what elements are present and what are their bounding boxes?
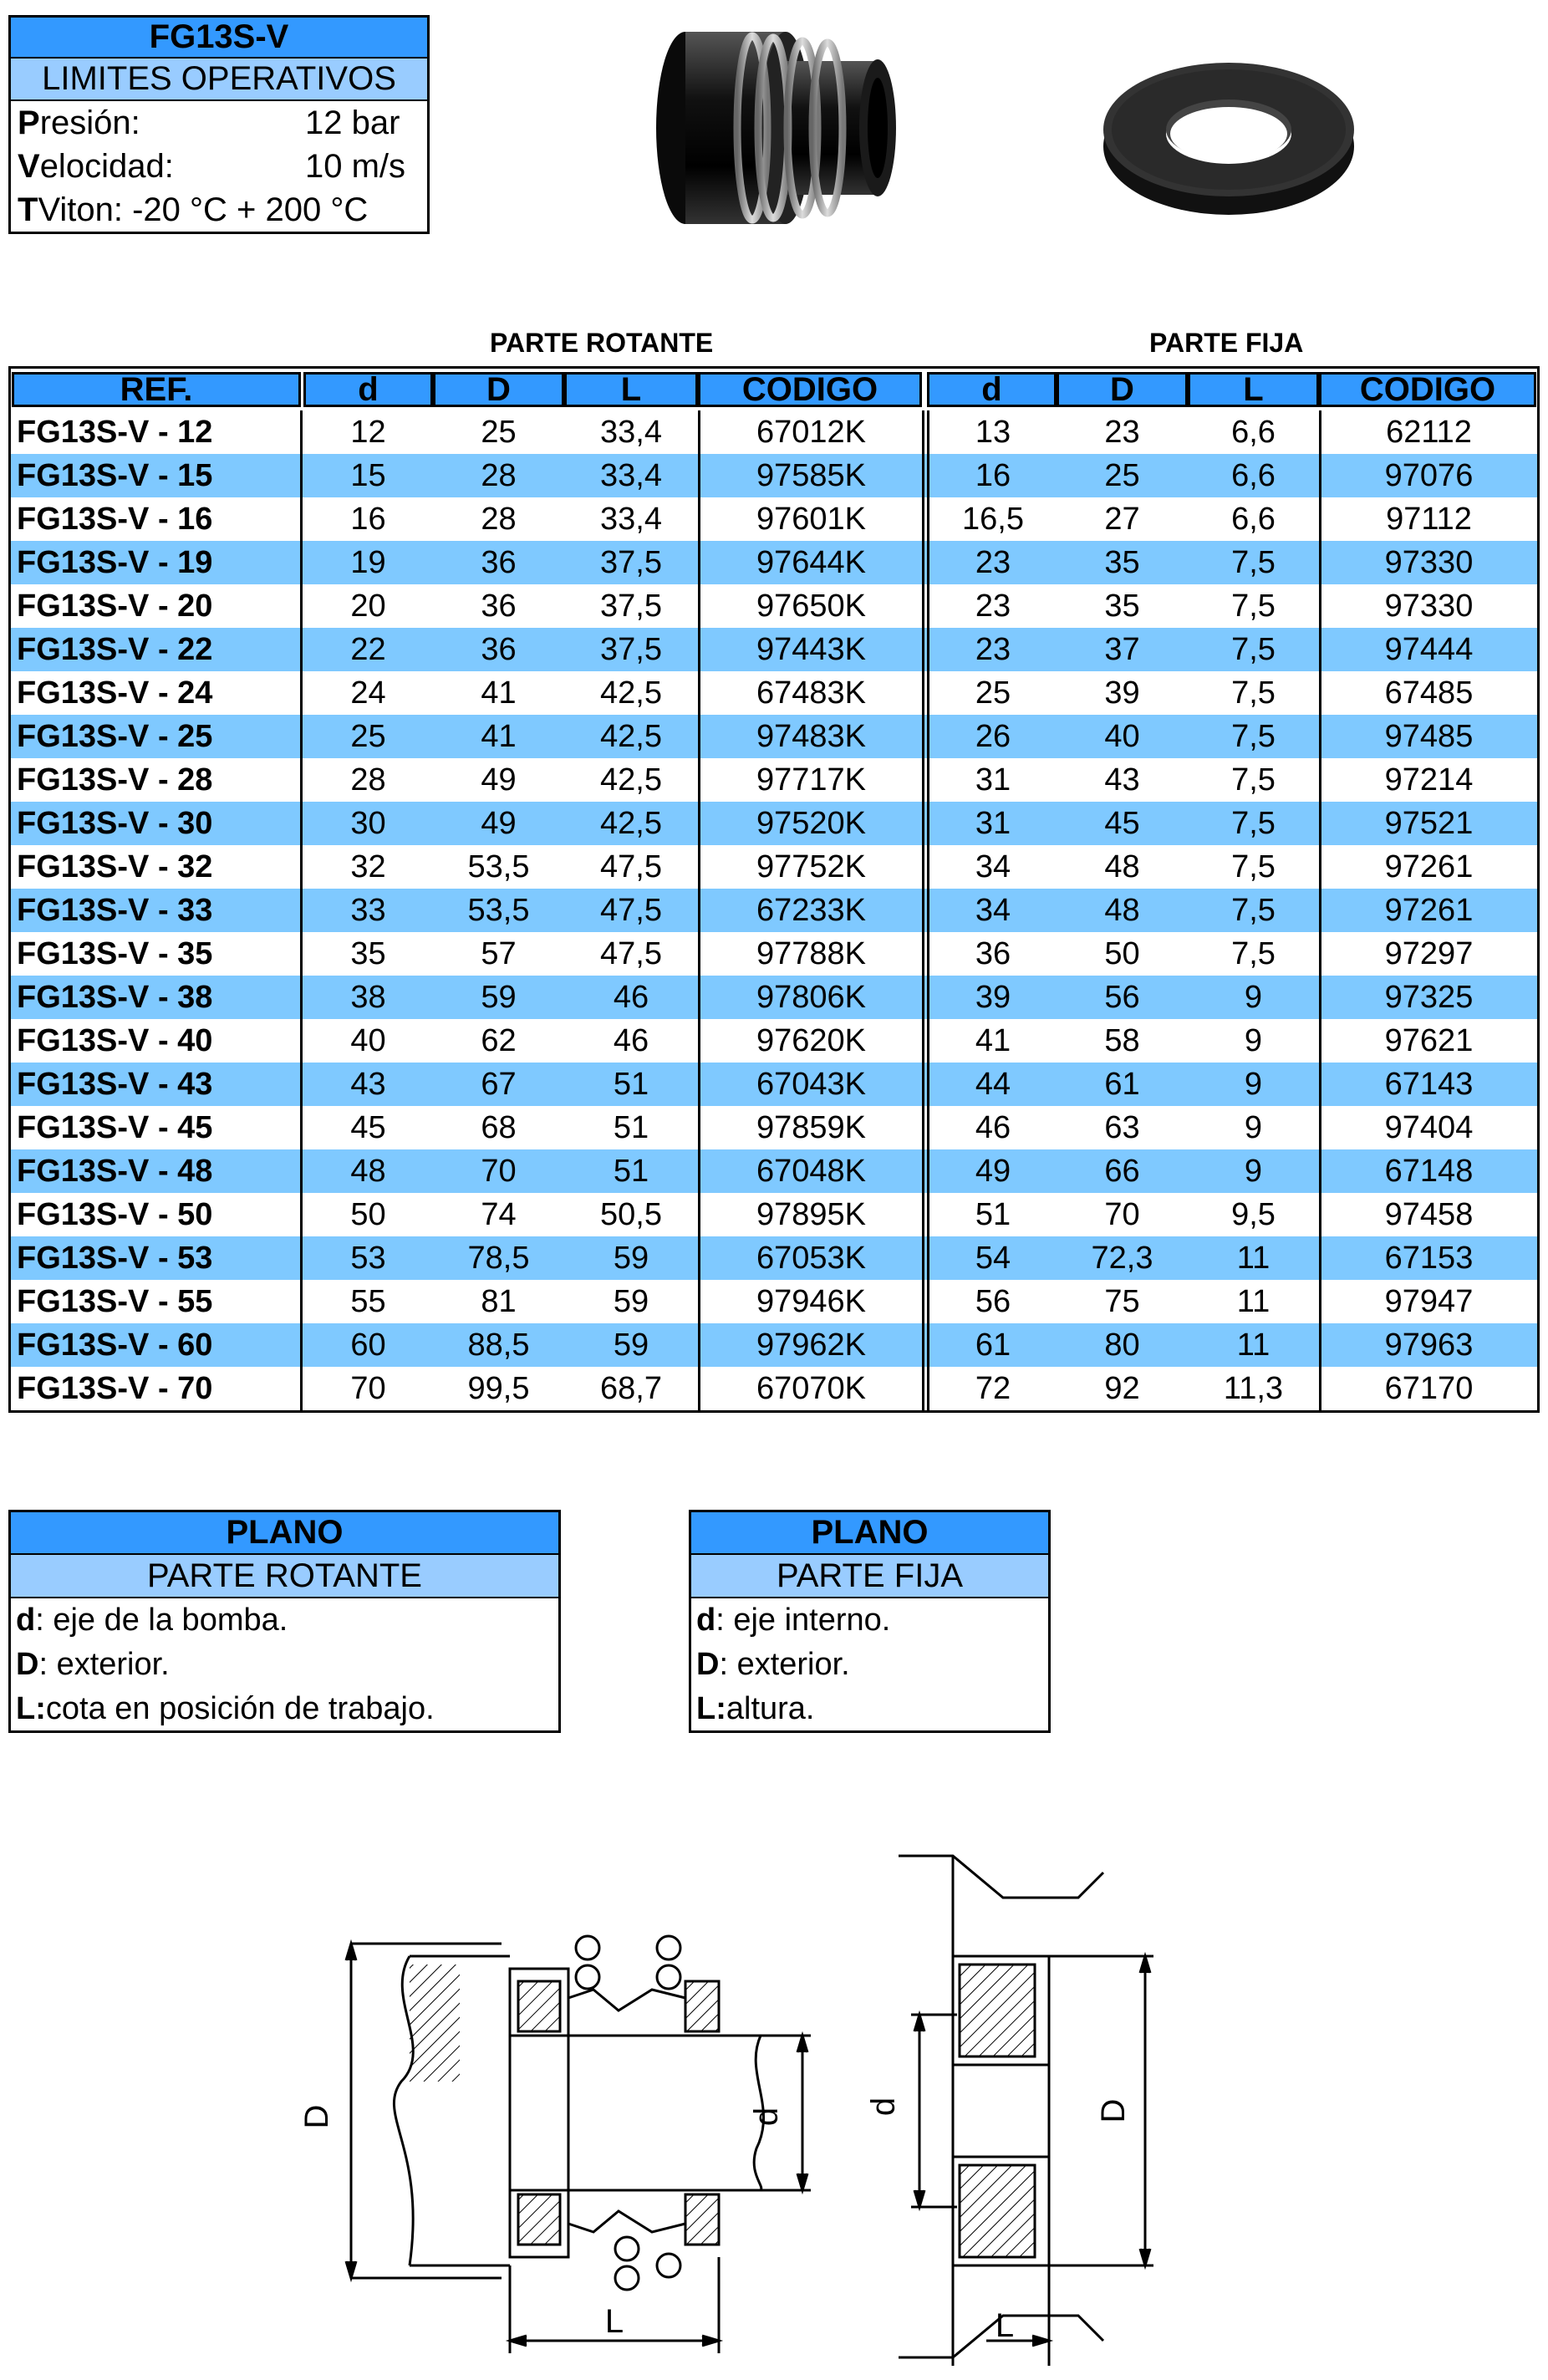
value-cell: 97521 bbox=[1384, 805, 1474, 841]
value-cell: 49 bbox=[975, 1153, 1011, 1189]
value-cell: 39 bbox=[975, 979, 1011, 1015]
table-row bbox=[11, 584, 1537, 628]
value-cell: 7,5 bbox=[1231, 849, 1276, 884]
value-cell: 16,5 bbox=[962, 501, 1024, 537]
value-cell: 28 bbox=[481, 501, 517, 537]
table-row bbox=[11, 671, 1537, 715]
value-cell: 97520K bbox=[756, 805, 866, 841]
ref-cell: FG13S-V - 28 bbox=[17, 762, 213, 798]
value-cell: 26 bbox=[975, 718, 1011, 754]
value-cell: 67233K bbox=[756, 892, 866, 928]
limits-box bbox=[8, 15, 430, 234]
value-cell: 7,5 bbox=[1231, 892, 1276, 928]
ref-cell: FG13S-V - 50 bbox=[17, 1196, 213, 1232]
value-cell: 36 bbox=[481, 544, 517, 580]
value-cell: 72,3 bbox=[1091, 1240, 1153, 1276]
value-cell: 16 bbox=[350, 501, 386, 537]
value-cell: 97806K bbox=[756, 979, 866, 1015]
value-cell: 19 bbox=[350, 544, 386, 580]
value-cell: 28 bbox=[350, 762, 386, 798]
dim-D-label: D bbox=[298, 2104, 335, 2129]
limits-subtitle: LIMITES OPERATIVOS bbox=[11, 59, 427, 101]
ref-cell: FG13S-V - 24 bbox=[17, 675, 213, 711]
value-cell: 27 bbox=[1104, 501, 1140, 537]
value-cell: 42,5 bbox=[600, 718, 662, 754]
value-cell: 47,5 bbox=[600, 892, 662, 928]
value-cell: 25 bbox=[1104, 457, 1140, 493]
value-cell: 47,5 bbox=[600, 849, 662, 884]
table-row bbox=[11, 410, 1537, 454]
ref-cell: FG13S-V - 12 bbox=[17, 414, 213, 450]
value-cell: 51 bbox=[975, 1196, 1011, 1232]
value-cell: 42,5 bbox=[600, 675, 662, 711]
value-cell: 7,5 bbox=[1231, 762, 1276, 798]
table-row bbox=[11, 889, 1537, 932]
ref-cell: FG13S-V - 48 bbox=[17, 1153, 213, 1189]
value-cell: 46 bbox=[613, 1022, 649, 1058]
value-cell: 23 bbox=[1104, 414, 1140, 450]
value-cell: 97325 bbox=[1384, 979, 1474, 1015]
value-cell: 97752K bbox=[756, 849, 866, 884]
plano-fija-row: D : exterior. bbox=[696, 1647, 850, 1682]
value-cell: 48 bbox=[1104, 892, 1140, 928]
plano-fija-subtitle: PARTE FIJA bbox=[691, 1555, 1048, 1598]
value-cell: 7,5 bbox=[1231, 718, 1276, 754]
table-body bbox=[11, 410, 1537, 1410]
header-codigo-fija: CODIGO bbox=[1319, 372, 1536, 407]
table-row bbox=[11, 1236, 1537, 1280]
value-cell: 63 bbox=[1104, 1109, 1140, 1145]
value-cell: 97483K bbox=[756, 718, 866, 754]
value-cell: 24 bbox=[350, 675, 386, 711]
fixed-part-label: PARTE FIJA bbox=[1149, 328, 1304, 358]
header-L-rot: L bbox=[564, 372, 698, 407]
value-cell: 67043K bbox=[756, 1066, 866, 1102]
value-cell: 97261 bbox=[1384, 849, 1474, 884]
ref-cell: FG13S-V - 43 bbox=[17, 1066, 213, 1102]
value-cell: 97650K bbox=[756, 588, 866, 624]
value-cell: 67153 bbox=[1384, 1240, 1474, 1276]
value-cell: 66 bbox=[1104, 1153, 1140, 1189]
value-cell: 46 bbox=[613, 979, 649, 1015]
value-cell: 41 bbox=[481, 718, 517, 754]
value-cell: 13 bbox=[975, 414, 1011, 450]
value-cell: 70 bbox=[1104, 1196, 1140, 1232]
value-cell: 80 bbox=[1104, 1327, 1140, 1363]
table-row bbox=[11, 1280, 1537, 1323]
value-cell: 48 bbox=[1104, 849, 1140, 884]
value-cell: 16 bbox=[975, 457, 1011, 493]
table-row bbox=[11, 976, 1537, 1019]
value-cell: 81 bbox=[481, 1283, 517, 1319]
fixed-part-drawing bbox=[861, 1847, 1179, 2374]
value-cell: 70 bbox=[350, 1370, 386, 1406]
dim-d-fixed-label: d bbox=[865, 2097, 902, 2117]
value-cell: 22 bbox=[350, 631, 386, 667]
value-cell: 42,5 bbox=[600, 805, 662, 841]
value-cell: 25 bbox=[975, 675, 1011, 711]
value-cell: 42,5 bbox=[600, 762, 662, 798]
value-cell: 59 bbox=[613, 1240, 649, 1276]
value-cell: 45 bbox=[350, 1109, 386, 1145]
product-title: FG13S-V bbox=[11, 18, 427, 59]
value-cell: 36 bbox=[481, 588, 517, 624]
ref-cell: FG13S-V - 32 bbox=[17, 849, 213, 884]
value-cell: 97788K bbox=[756, 935, 866, 971]
value-cell: 40 bbox=[1104, 718, 1140, 754]
value-cell: 59 bbox=[481, 979, 517, 1015]
value-cell: 50 bbox=[350, 1196, 386, 1232]
value-cell: 9 bbox=[1244, 1066, 1263, 1102]
value-cell: 15 bbox=[350, 457, 386, 493]
value-cell: 60 bbox=[350, 1327, 386, 1363]
ref-cell: FG13S-V - 25 bbox=[17, 718, 213, 754]
value-cell: 35 bbox=[350, 935, 386, 971]
pressure-value: 12 bar bbox=[305, 104, 400, 141]
value-cell: 23 bbox=[975, 588, 1011, 624]
table-row bbox=[11, 1323, 1537, 1367]
value-cell: 62 bbox=[481, 1022, 517, 1058]
value-cell: 68 bbox=[481, 1109, 517, 1145]
ref-cell: FG13S-V - 20 bbox=[17, 588, 213, 624]
value-cell: 31 bbox=[975, 805, 1011, 841]
dim-L-label: L bbox=[604, 2303, 624, 2340]
value-cell: 37,5 bbox=[600, 588, 662, 624]
value-cell: 6,6 bbox=[1231, 501, 1276, 537]
value-cell: 97330 bbox=[1384, 588, 1474, 624]
value-cell: 57 bbox=[481, 935, 517, 971]
plano-rotante-subtitle: PARTE ROTANTE bbox=[11, 1555, 558, 1598]
value-cell: 33 bbox=[350, 892, 386, 928]
value-cell: 51 bbox=[613, 1109, 649, 1145]
value-cell: 37,5 bbox=[600, 544, 662, 580]
ref-cell: FG13S-V - 60 bbox=[17, 1327, 213, 1363]
seal-table bbox=[8, 366, 1540, 1413]
value-cell: 97112 bbox=[1386, 501, 1472, 537]
value-cell: 67483K bbox=[756, 675, 866, 711]
value-cell: 46 bbox=[975, 1109, 1011, 1145]
value-cell: 97620K bbox=[756, 1022, 866, 1058]
value-cell: 75 bbox=[1104, 1283, 1140, 1319]
value-cell: 43 bbox=[350, 1066, 386, 1102]
value-cell: 92 bbox=[1104, 1370, 1140, 1406]
value-cell: 30 bbox=[350, 805, 386, 841]
ref-cell: FG13S-V - 30 bbox=[17, 805, 213, 841]
value-cell: 97644K bbox=[756, 544, 866, 580]
ref-cell: FG13S-V - 53 bbox=[17, 1240, 213, 1276]
value-cell: 55 bbox=[350, 1283, 386, 1319]
ref-cell: FG13S-V - 15 bbox=[17, 457, 213, 493]
value-cell: 11 bbox=[1236, 1327, 1270, 1363]
value-cell: 97404 bbox=[1384, 1109, 1474, 1145]
value-cell: 97717K bbox=[756, 762, 866, 798]
table-row bbox=[11, 1019, 1537, 1063]
plano-rotante-row: d : eje de la bomba. bbox=[16, 1603, 288, 1638]
table-row bbox=[11, 541, 1537, 584]
table-row bbox=[11, 715, 1537, 758]
header-d-rot: d bbox=[303, 372, 433, 407]
value-cell: 35 bbox=[1104, 588, 1140, 624]
value-cell: 53,5 bbox=[467, 892, 530, 928]
value-cell: 39 bbox=[1104, 675, 1140, 711]
plano-fija-box bbox=[689, 1510, 1051, 1733]
value-cell: 97330 bbox=[1384, 544, 1474, 580]
value-cell: 9 bbox=[1244, 1022, 1263, 1058]
table-row bbox=[11, 802, 1537, 845]
plano-rotante-title: PLANO bbox=[11, 1512, 558, 1555]
header-codigo-rot: CODIGO bbox=[698, 372, 922, 407]
ref-cell: FG13S-V - 33 bbox=[17, 892, 213, 928]
value-cell: 45 bbox=[1104, 805, 1140, 841]
ref-cell: FG13S-V - 45 bbox=[17, 1109, 213, 1145]
value-cell: 7,5 bbox=[1231, 588, 1276, 624]
plano-rotante-row: D : exterior. bbox=[16, 1647, 170, 1682]
ref-cell: FG13S-V - 70 bbox=[17, 1370, 213, 1406]
speed-row: V elocidad: 10 m/s bbox=[18, 147, 406, 185]
table-row bbox=[11, 845, 1537, 889]
value-cell: 67170 bbox=[1384, 1370, 1474, 1406]
table-row bbox=[11, 932, 1537, 976]
value-cell: 67485 bbox=[1384, 675, 1474, 711]
value-cell: 47,5 bbox=[600, 935, 662, 971]
value-cell: 6,6 bbox=[1231, 414, 1276, 450]
header-d-fija: d bbox=[927, 372, 1057, 407]
value-cell: 97859K bbox=[756, 1109, 866, 1145]
ref-cell: FG13S-V - 19 bbox=[17, 544, 213, 580]
value-cell: 97485 bbox=[1384, 718, 1474, 754]
value-cell: 61 bbox=[975, 1327, 1011, 1363]
table-row bbox=[11, 454, 1537, 497]
value-cell: 44 bbox=[975, 1066, 1011, 1102]
value-cell: 34 bbox=[975, 892, 1011, 928]
value-cell: 62112 bbox=[1386, 414, 1472, 450]
value-cell: 67143 bbox=[1384, 1066, 1474, 1102]
value-cell: 97946K bbox=[756, 1283, 866, 1319]
value-cell: 36 bbox=[481, 631, 517, 667]
value-cell: 28 bbox=[481, 457, 517, 493]
value-cell: 20 bbox=[350, 588, 386, 624]
value-cell: 33,4 bbox=[600, 501, 662, 537]
value-cell: 59 bbox=[613, 1327, 649, 1363]
rotating-part-drawing bbox=[298, 1898, 861, 2366]
value-cell: 7,5 bbox=[1231, 675, 1276, 711]
value-cell: 23 bbox=[975, 544, 1011, 580]
value-cell: 97458 bbox=[1384, 1196, 1474, 1232]
table-row bbox=[11, 1367, 1537, 1410]
value-cell: 49 bbox=[481, 762, 517, 798]
value-cell: 97585K bbox=[756, 457, 866, 493]
value-cell: 25 bbox=[350, 718, 386, 754]
value-cell: 67148 bbox=[1384, 1153, 1474, 1189]
value-cell: 7,5 bbox=[1231, 631, 1276, 667]
dim-D-fixed-label: D bbox=[1095, 2098, 1132, 2123]
value-cell: 68,7 bbox=[600, 1370, 662, 1406]
ref-cell: FG13S-V - 38 bbox=[17, 979, 213, 1015]
value-cell: 9 bbox=[1244, 1109, 1263, 1145]
value-cell: 97962K bbox=[756, 1327, 866, 1363]
plano-rotante-box bbox=[8, 1510, 561, 1733]
value-cell: 35 bbox=[1104, 544, 1140, 580]
table-row bbox=[11, 758, 1537, 802]
value-cell: 72 bbox=[975, 1370, 1011, 1406]
value-cell: 9 bbox=[1244, 1153, 1263, 1189]
value-cell: 50 bbox=[1104, 935, 1140, 971]
value-cell: 41 bbox=[975, 1022, 1011, 1058]
table-row bbox=[11, 1106, 1537, 1149]
value-cell: 67048K bbox=[756, 1153, 866, 1189]
ref-cell: FG13S-V - 35 bbox=[17, 935, 213, 971]
table-row bbox=[11, 1149, 1537, 1193]
value-cell: 41 bbox=[481, 675, 517, 711]
value-cell: 37 bbox=[1104, 631, 1140, 667]
ref-cell: FG13S-V - 55 bbox=[17, 1283, 213, 1319]
table-row bbox=[11, 628, 1537, 671]
value-cell: 7,5 bbox=[1231, 544, 1276, 580]
value-cell: 97261 bbox=[1384, 892, 1474, 928]
value-cell: 49 bbox=[481, 805, 517, 841]
header-D-fija: D bbox=[1057, 372, 1188, 407]
value-cell: 99,5 bbox=[467, 1370, 530, 1406]
table-row bbox=[11, 1193, 1537, 1236]
value-cell: 50,5 bbox=[600, 1196, 662, 1232]
plano-fija-row: L: altura. bbox=[696, 1691, 815, 1726]
value-cell: 97297 bbox=[1384, 935, 1474, 971]
header-ref: REF. bbox=[12, 372, 301, 407]
value-cell: 97963 bbox=[1384, 1327, 1474, 1363]
value-cell: 31 bbox=[975, 762, 1011, 798]
value-cell: 97621 bbox=[1384, 1022, 1474, 1058]
value-cell: 70 bbox=[481, 1153, 517, 1189]
value-cell: 67053K bbox=[756, 1240, 866, 1276]
value-cell: 38 bbox=[350, 979, 386, 1015]
value-cell: 37,5 bbox=[600, 631, 662, 667]
value-cell: 32 bbox=[350, 849, 386, 884]
header-L-fija: L bbox=[1188, 372, 1319, 407]
ref-cell: FG13S-V - 40 bbox=[17, 1022, 213, 1058]
value-cell: 6,6 bbox=[1231, 457, 1276, 493]
ref-cell: FG13S-V - 16 bbox=[17, 501, 213, 537]
value-cell: 97214 bbox=[1384, 762, 1474, 798]
value-cell: 7,5 bbox=[1231, 935, 1276, 971]
value-cell: 11,3 bbox=[1223, 1370, 1284, 1406]
ref-cell: FG13S-V - 22 bbox=[17, 631, 213, 667]
value-cell: 97444 bbox=[1384, 631, 1474, 667]
stationary-ring-photo bbox=[1095, 50, 1362, 217]
value-cell: 97076 bbox=[1384, 457, 1474, 493]
value-cell: 59 bbox=[613, 1283, 649, 1319]
value-cell: 97947 bbox=[1384, 1283, 1474, 1319]
value-cell: 7,5 bbox=[1231, 805, 1276, 841]
value-cell: 9,5 bbox=[1231, 1196, 1276, 1232]
value-cell: 12 bbox=[350, 414, 386, 450]
dim-d-label: d bbox=[748, 2107, 785, 2127]
speed-value: 10 m/s bbox=[305, 147, 406, 185]
value-cell: 74 bbox=[481, 1196, 517, 1232]
value-cell: 97895K bbox=[756, 1196, 866, 1232]
dim-L-fixed-label: L bbox=[995, 2307, 1015, 2344]
value-cell: 34 bbox=[975, 849, 1011, 884]
value-cell: 54 bbox=[975, 1240, 1011, 1276]
plano-fija-row: d : eje interno. bbox=[696, 1603, 891, 1638]
value-cell: 53,5 bbox=[467, 849, 530, 884]
value-cell: 56 bbox=[1104, 979, 1140, 1015]
value-cell: 67012K bbox=[756, 414, 866, 450]
table-row bbox=[11, 497, 1537, 541]
rotating-part-label: PARTE ROTANTE bbox=[490, 328, 714, 358]
value-cell: 33,4 bbox=[600, 457, 662, 493]
value-cell: 78,5 bbox=[467, 1240, 530, 1276]
value-cell: 97443K bbox=[756, 631, 866, 667]
rotating-seal-photo bbox=[635, 15, 953, 249]
value-cell: 53 bbox=[350, 1240, 386, 1276]
value-cell: 11 bbox=[1236, 1240, 1270, 1276]
value-cell: 51 bbox=[613, 1066, 649, 1102]
value-cell: 11 bbox=[1236, 1283, 1270, 1319]
value-cell: 33,4 bbox=[600, 414, 662, 450]
value-cell: 97601K bbox=[756, 501, 866, 537]
value-cell: 56 bbox=[975, 1283, 1011, 1319]
table-header-row bbox=[11, 369, 1537, 410]
value-cell: 43 bbox=[1104, 762, 1140, 798]
value-cell: 9 bbox=[1244, 979, 1263, 1015]
header-D-rot: D bbox=[433, 372, 564, 407]
plano-fija-title: PLANO bbox=[691, 1512, 1048, 1555]
value-cell: 88,5 bbox=[467, 1327, 530, 1363]
temperature-row: T Viton: -20 °C + 200 °C bbox=[18, 191, 369, 228]
value-cell: 23 bbox=[975, 631, 1011, 667]
value-cell: 36 bbox=[975, 935, 1011, 971]
value-cell: 51 bbox=[613, 1153, 649, 1189]
value-cell: 67070K bbox=[756, 1370, 866, 1406]
table-row bbox=[11, 1063, 1537, 1106]
value-cell: 25 bbox=[481, 414, 517, 450]
value-cell: 58 bbox=[1104, 1022, 1140, 1058]
plano-rotante-row: L: cota en posición de trabajo. bbox=[16, 1691, 435, 1726]
pressure-row: P resión: 12 bar bbox=[18, 104, 400, 141]
value-cell: 67 bbox=[481, 1066, 517, 1102]
value-cell: 48 bbox=[350, 1153, 386, 1189]
value-cell: 61 bbox=[1104, 1066, 1140, 1102]
value-cell: 40 bbox=[350, 1022, 386, 1058]
